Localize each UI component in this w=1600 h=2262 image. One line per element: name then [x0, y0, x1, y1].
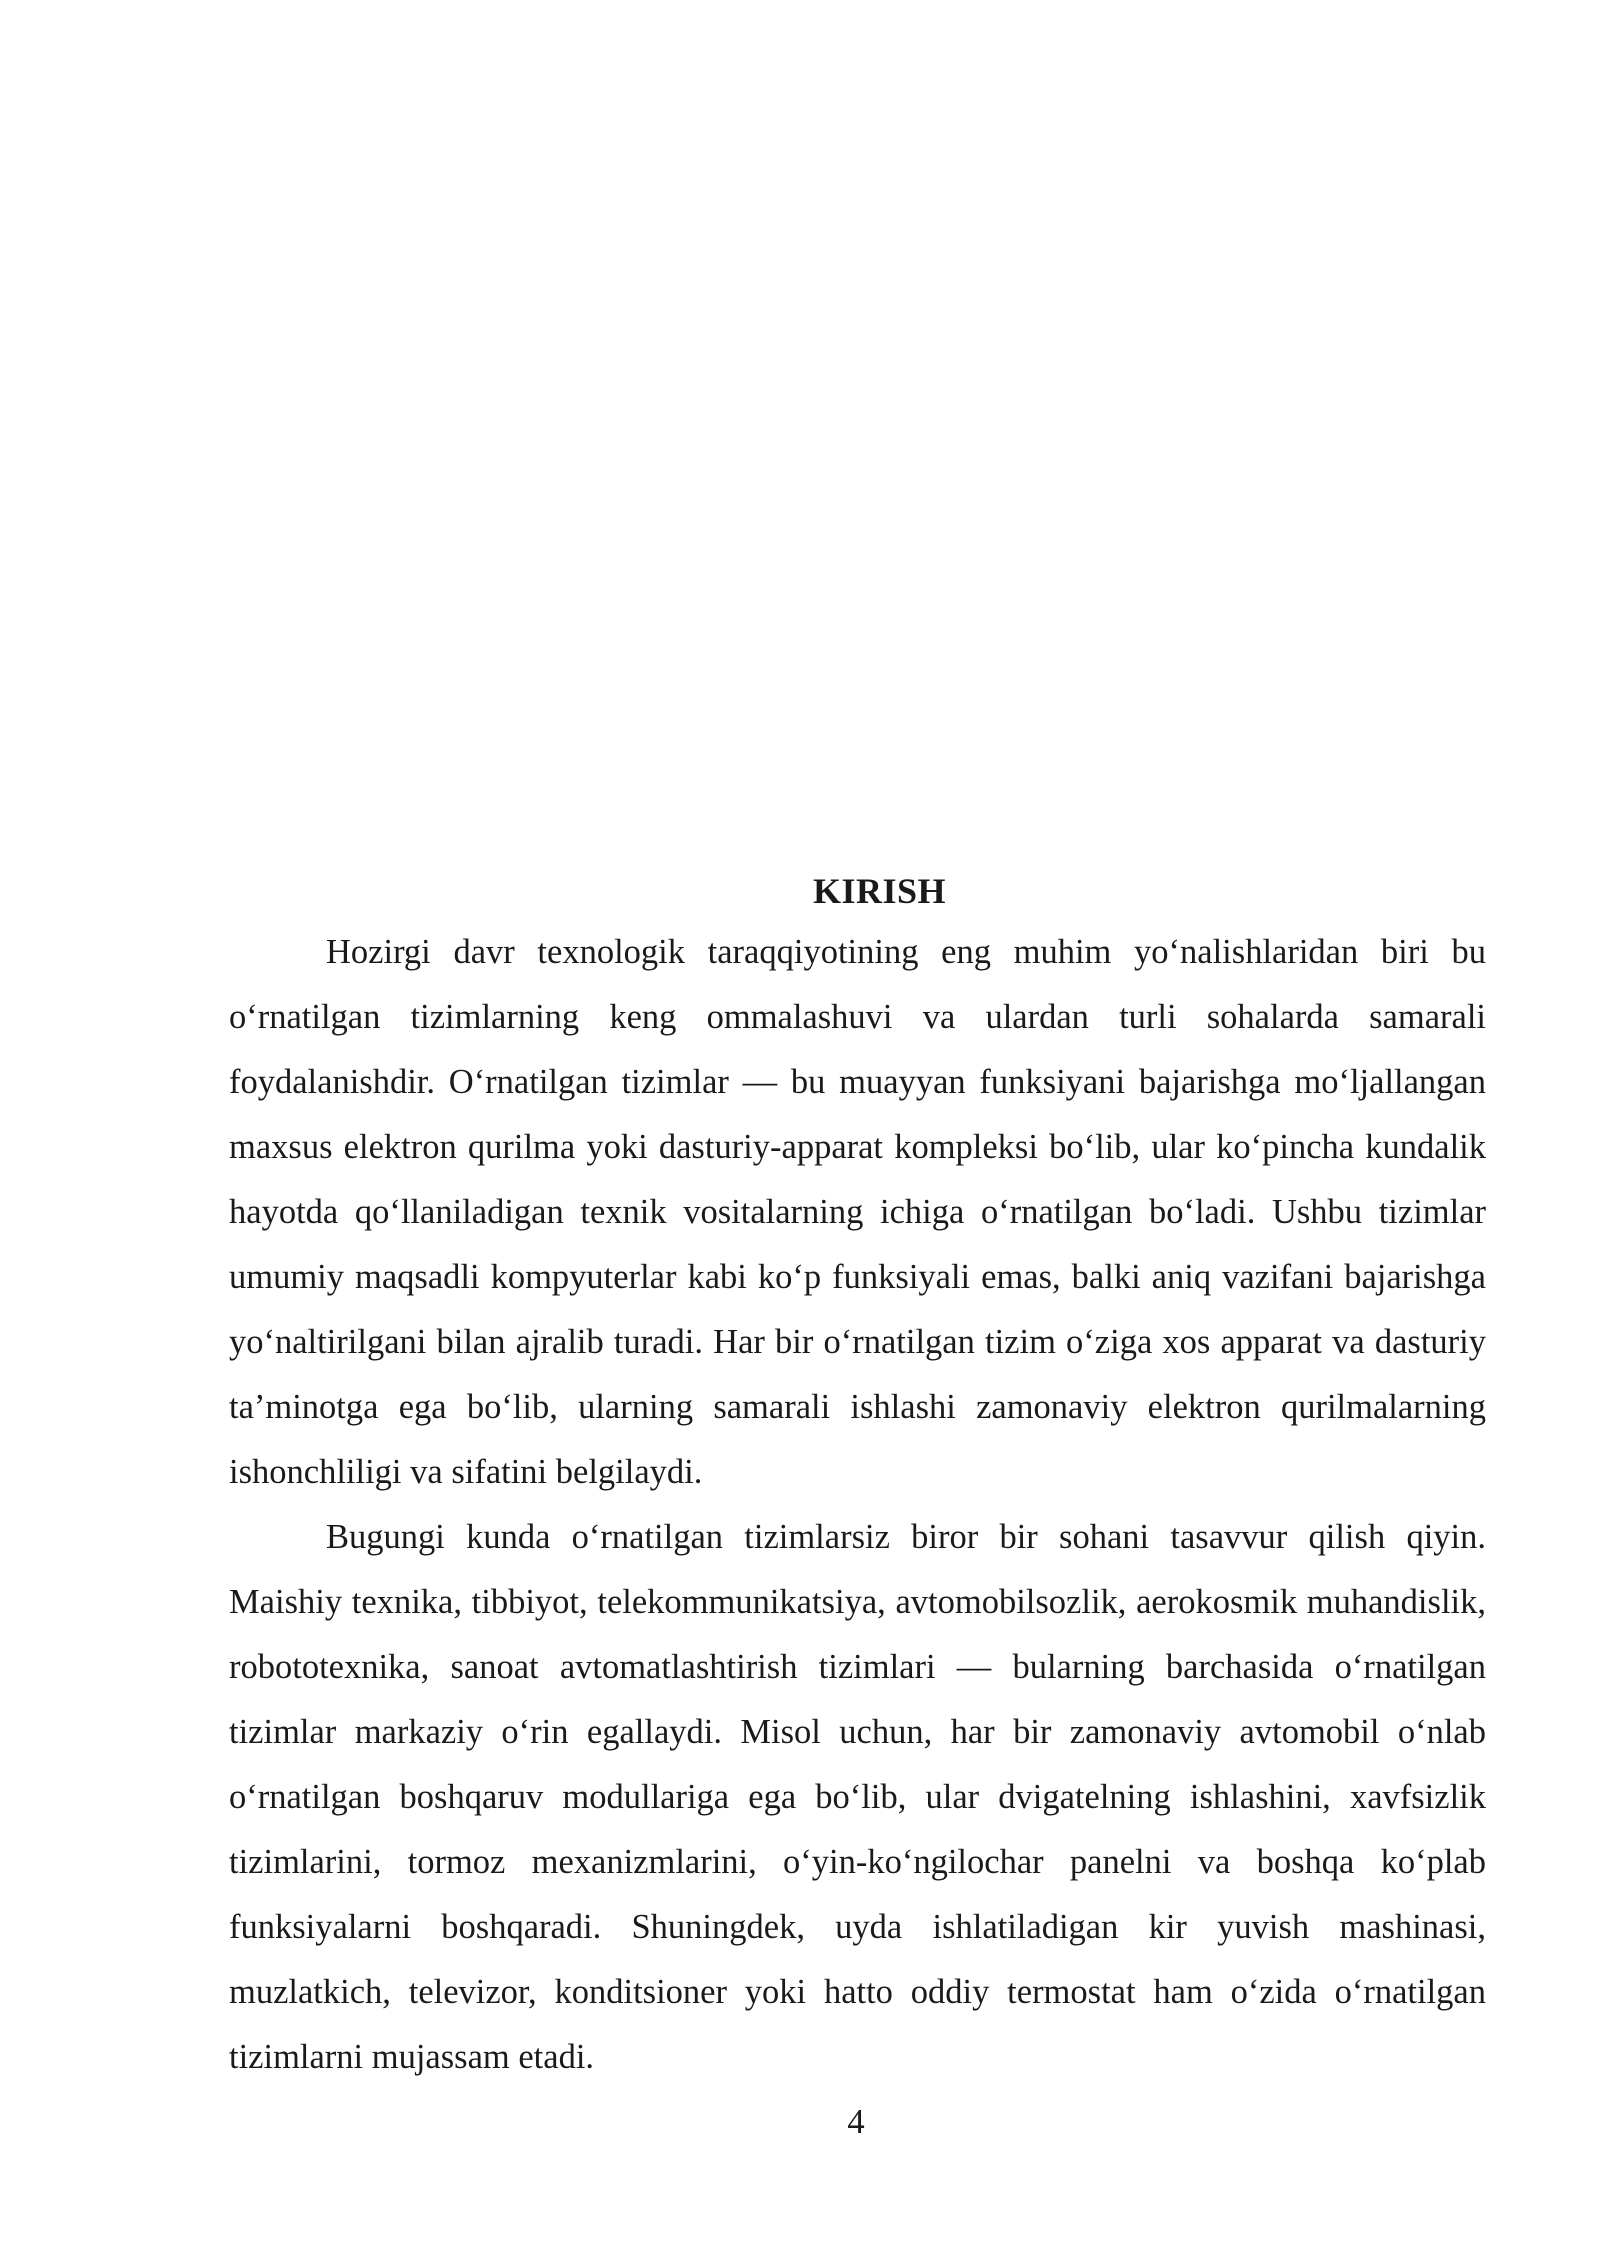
section-heading: KIRISH	[812, 871, 947, 911]
paragraph-2: Bugungi kunda o‘rnatilgan tizimlarsiz biror bir sohani tasavvur qilish qiyin. Maishiy texnika, tibbiyot, telekommunikatsiya, avtomobilsozlik, aerokosmik muhandislik, robototexnika, sanoat avtomatlashtirish tizimlari — bularning barchasida o‘rnatilgan tizimlar markaziy o‘rin egallaydi. Misol uchun, har bir zamonaviy avtomobil o‘nlab o‘rnatilgan boshqaruv modullariga ega bo‘lib, ular dvigatelning ishlashini, xavfsizlik tizimlarini, tormoz mexanizmlarini, o‘yin-ko‘ngilochar panelni va boshqa ko‘plab funksiyalarni boshqaradi. Shuningdek, uyda ishlatiladigan kir yuvish mashinasi, muzlatkich, televizor, konditsioner yoki hatto oddiy termostat ham o‘zida o‘rnatilgan tizimlarni mujassam etadi.	[229, 1518, 1486, 2076]
page-content	[229, 862, 1486, 2090]
paragraph-1: Hozirgi davr texnologik taraqqiyotining eng muhim yo‘nalishlaridan biri bu o‘rnatilgan tizimlarning keng ommalashuvi va ulardan turli sohalarda samarali foydalanishdir. O‘rnatilgan tizimlar — bu muayyan funksiyani bajarishga mo‘ljallangan maxsus elektron qurilma yoki dasturiy-apparat kompleksi bo‘lib, ular ko‘pincha kundalik hayotda qo‘llaniladigan texnik vositalarning ichiga o‘rnatilgan bo‘ladi. Ushbu tizimlar umumiy maqsadli kompyuterlar kabi ko‘p funksiyali emas, balki aniq vazifani bajarishga yo‘naltirilgani bilan ajralib turadi. Har bir o‘rnatilgan tizim o‘ziga xos apparat va dasturiy ta’minotga ega bo‘lib, ularning samarali ishlashi zamonaviy elektron qurilmalarning ishonchliligi va sifatini belgilaydi.	[229, 933, 1486, 1491]
page-number: 4	[847, 2103, 865, 2141]
